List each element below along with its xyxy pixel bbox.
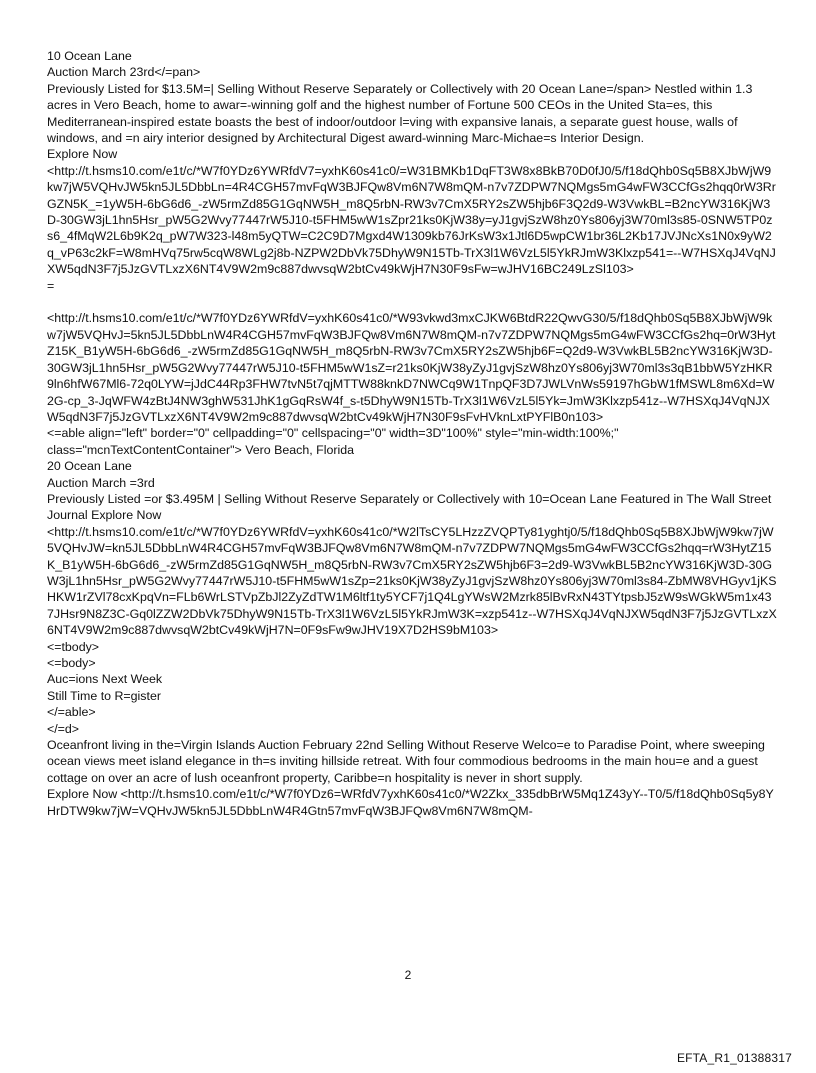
section-heading: Auc=ions Next Week: [47, 672, 163, 687]
html-fragment: </=able>: [47, 705, 96, 720]
auction-date: Auction March =3rd: [47, 475, 155, 490]
document-id: EFTA_R1_01388317: [676, 1051, 792, 1065]
page-number: 2: [404, 968, 412, 982]
tracking-link[interactable]: <http://t.hsms10.com/e1t/c/*W7f0YDz6YWRfdV7=yxhK60s41c0/=W31BMKb1DqFT3W8x8BkB70D0fJ0/5/f18dQhb0Sq5B8XJbWjW9kw7jW5VQHvJW5kn5JL5DbbLn=4R4CGH57mvFqW3BJFQw8Vm6N7W8mQM-n7v7ZDPW7NQMgs5mG4wFW3CCfGs2hqq0rW3RrGZN5K_=1yW5H-6bG6d6_-zW5rmZd85G1GqNW5H_m8Q5rbN-RW3v7CmX5RY2sZW5hjb6F3Q2d9-W3VwkBL=B2ncYW316KjW3D-30GW3jL1hn5Hsr_pW5G2Wvy77447rW5J10-t5FHM5wW1sZpr21ks0KjW38y=yJ1gvjSzW8hz0Ys806yj3W70ml3s85-0SNW5TP0zs6_4fMqW2L6b9K2q_pW7W323-l48m5yQTW=C2C9D7Mgxd4W1309kb76JrKsW3x1Jtl6D5wpCW1br36L2Kb17JVJNcXs1N0x9yW2q_vP63c2kF=W8mHVq75rw5cqW8WLg2j8b-NZPW2DbVk75DhyW9N15Tb-TrX3l1W6VzL5l5YkRJmW3Klxzp541=--W7HSXqJ4VqNJXW5qdN3F7j5JzGVTLxzX6NT4V9W2m9c887dwvsqW2btCv49kWjH7N30F9sFw=wJHV16BC249LzSl103>: [47, 163, 776, 277]
listing-description: Previously Listed =or $3.495M | Selling Without Reserve Separately or Collectively with 10=Ocean Lane Featured in The Wall Street Journal Explore Now: [47, 491, 772, 523]
listing-title: 10 Ocean Lane: [47, 49, 132, 63]
blank-line: [47, 294, 777, 310]
tracking-link[interactable]: <http://t.hsms10.com/e1t/c/*W7f0YDz6YWRfdV=yxhK60s41c0/*W93vkwd3mxCJKW6BtdR22QwvG30/5/f18dQhb0Sq5B8XJbWjW9kw7jW5VQHvJ=5kn5JL5DbbLnW4R4CGH57mvFqW3BJFQw8Vm6N7W8mQM-n7v7ZDPW7NQMgs5mG4wFW3CCfGs2hq=0rW3HytZ15K_B1yW5H-6bG6d6_-zW5rmZd85G1GqNW5H_m8Q5rbN-RW3v7CmX5RY2sZW5hjb6F=Q2d9-W3VwkBL5B2ncYW316KjW3D-30GW3jL1hn5Hsr_pW5G2Wvy77447rW5J10-t5FHM5wW1sZ=r21ks0KjW38yZyJ1gvjSzW8hz0Ys806yj3W70ml3s3qB1bbW5YzHKR9ln6hfW67Ml6-72q0LYW=jJdC44Rp3FHW7tvN5t7qjMTTW88knkD7NWCq9W1TnpQF3D7JWLVnWs59197hGbW1fMSWL8m6Xd=W2G-cp_3-JqWFW4zBtJ4NW3ghW531JhK1gGqRsW4f_s-t5DhyW9N15Tb-TrX3l1W6VzL5l5Yk=JmW3Klxzp541z--W7HSXqJ4VqNJXW5qdN3F7j5JzGVTLxzX6NT4V9W2m9c887dwvsqW2btCv49kWjH7N30F9sFvHVknLxtPYFlB0n103>: [47, 311, 776, 424]
soft-break-marker: =: [47, 278, 55, 293]
html-table-fragment: <=able align="left" border="0" cellpadding="0" cellspacing="0" width=3D"100%" style="min-width:100%;" class="mcnTextContentContainer"> Vero Beach, Florida: [47, 426, 619, 457]
section-subheading: Still Time to R=gister: [47, 688, 161, 703]
listing-description: Previously Listed for $13.5M=| Selling Without Reserve Separately or Collectively with 20 Ocean Lane=/span> Nestled within 1.3 acres in Vero Beach, home to awar=-winning golf and the highest number of Fortune 500 CEOs in the United Sta=es, this Mediterranean-inspired estate boasts the best of indoor/outdoor l=ving with expansive lanais, a separate guest house, walls of windows, and =n airy interior designed by Architectural Digest award-winning Marc-Michae=s Interior Design.: [47, 81, 753, 146]
html-fragment: </=d>: [47, 721, 80, 736]
listing-description: Oceanfront living in the=Virgin Islands Auction February 22nd Selling Without Reserve Welco=e to Paradise Point, where sweeping ocean views meet island elegance in th=s inviting hillside retreat. With four commodious bedrooms in the main hou=e and a guest cottage on over an acre of lush oceanfront property, Caribbe=n hospitality is never in short supply.: [47, 738, 765, 785]
tracking-link[interactable]: Explore Now <http://t.hsms10.com/e1t/c/*W7f0YDz6=WRfdV7yxhK60s41c0/*W2Zkx_335dbBrW5Mq1Z43yY--T0/5/f18dQhb0Sq5y8YHrDTW9kw7jW=VQHvJW5kn5JL5DbbLnW4R4Gtn57mvFqW3BJFQw8Vm6N7W8mQM-: [47, 787, 774, 818]
html-fragment: <=tbody>: [47, 639, 100, 654]
email-body: [47, 48, 777, 819]
html-fragment: <=body>: [47, 656, 96, 671]
tracking-link[interactable]: <http://t.hsms10.com/e1t/c/*W7f0YDz6YWRfdV=yxhK60s41c0/*W2lTsCY5LHzzZVQPTy81yghtj0/5/f18dQhb0Sq5B8XJbWjW9kw7jW5VQHvJW=kn5JL5DbbLnW4R4CGH57mvFqW3BJFQw8Vm6N7W8mQM-n7v7ZDPW7NQMgs5mG4wFW3CCfGs2hqq=rW3HytZ15K_B1yW5H-6bG6d6_-zW5rmZd85G1GqNW5H_m8Q5rbN-RW3v7CmX5RY2sZW5hjb6F3=2d9-W3VwkBL5B2ncYW316KjW3D-30GW3jL1hn5Hsr_pW5G2Wvy77447rW5J10-t5FHM5wW1sZp=21ks0KjW38yZyJ1gvjSzW8hz0Ys806yj3W70ml3s84-ZbMW8VHGyv1jKSHKW1rZVl78cxKpqVn=FLb6WrLSTVpZbJl2ZyZdTW1M6ltf1ty5YCF7j1Q4LgYWsW2Mzrk85lBvRxN43TYtpsbJ5zW9sWGkW5m1x437JHsr9N8Z3C-Gq0lZZW2DbVk75DhyW9N15Tb-TrX3l1W6VzL5l5YkRJmW3K=xzp541z--W7HSXqJ4VqNJXW5qdN3F7j5JzGVTLxzX6NT4V9W2m9c887dwvsqW2btCv49kWjH7N=0F9sFw9wJHV19X7D2HS9bM103>: [47, 524, 777, 638]
listing-title: 20 Ocean Lane: [47, 459, 132, 474]
explore-now-label: Explore Now: [47, 147, 118, 162]
auction-date: Auction March 23rd</=pan>: [47, 65, 201, 80]
